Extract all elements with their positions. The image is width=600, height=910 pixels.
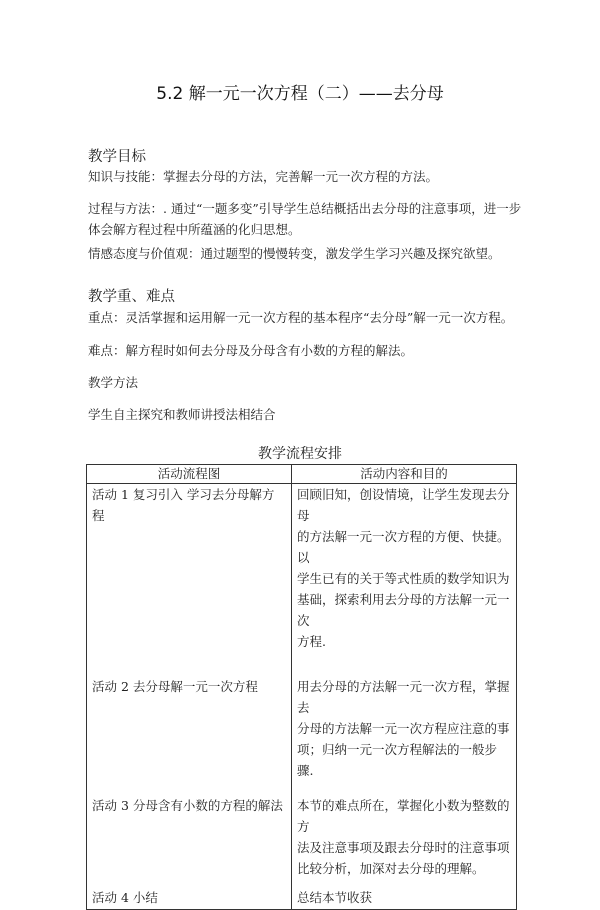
activity-4-content-line: 总结本节收获 — [297, 890, 373, 905]
activity-1-content-line: 回顾旧知，创设情境，让学生发现去分母 — [297, 487, 510, 523]
activity-4-content — [292, 887, 517, 910]
flow-table — [86, 464, 517, 910]
activity-3-content-line: 本节的难点所在，掌握化小数为整数的方 — [297, 798, 510, 834]
activity-1-name: 活动 1 复习引入 学习去分母解方程 — [87, 484, 292, 653]
table-row — [87, 887, 517, 910]
method-text: 学生自主探究和教师讲授法相结合 — [88, 407, 276, 422]
activity-2-content-line: 项；归纳一元一次方程解法的一般步骤. — [297, 742, 498, 778]
activity-3-content — [292, 795, 517, 879]
key-point-difficulty: 难点：解方程时如何去分母及分母含有小数的方程的解法。 — [88, 343, 414, 358]
page-title: 5.2 解一元一次方程（二）——去分母 — [156, 84, 444, 104]
objective-knowledge: 知识与技能：掌握去分母的方法，完善解一元一次方程的方法。 — [88, 169, 439, 184]
table-row — [87, 676, 517, 781]
activity-3-content-line: 比较分析，加深对去分母的理解。 — [297, 861, 485, 876]
activity-2-name: 活动 2 去分母解一元一次方程 — [87, 676, 292, 781]
activity-1-content-line: 学生已有的关于等式性质的数学知识为 — [297, 571, 510, 586]
table-spacer-row — [87, 781, 517, 795]
activity-2-content-line: 分母的方法解一元一次方程应注意的事 — [297, 721, 510, 736]
activity-1-content-line: 的方法解一元一次方程的方便、快捷。以 — [297, 529, 510, 565]
objectives-heading: 教学目标 — [88, 149, 146, 165]
key-points-heading: 教学重、难点 — [88, 289, 175, 305]
activity-1-content-line: 基础，探索利用去分母的方法解一元一次 — [297, 592, 510, 628]
flow-header-activity: 活动流程图 — [87, 465, 292, 484]
table-row — [87, 484, 517, 653]
table-spacer-row — [87, 879, 517, 887]
activity-1-content-line: 方程. — [297, 634, 326, 649]
activity-2-content — [292, 676, 517, 781]
method-heading: 教学方法 — [88, 375, 139, 390]
flow-header-content: 活动内容和目的 — [292, 465, 517, 484]
flow-table-caption: 教学流程安排 — [258, 446, 342, 462]
objective-attitude: 情感态度与价值观：通过题型的慢慢转变，激发学生学习兴趣及探究欲望。 — [88, 246, 501, 261]
activity-3-content-line: 法及注意事项及跟去分母时的注意事项 — [297, 840, 510, 855]
table-row — [87, 795, 517, 879]
key-point-focus: 重点：灵活掌握和运用解一元一次方程的基本程序“去分母”解一元一次方程。 — [88, 310, 514, 325]
activity-1-content — [292, 484, 517, 653]
objective-process-line1: 过程与方法：. 通过“一题多变”引导学生总结概括出去分母的注意事项，进一步 — [88, 201, 522, 216]
activity-3-name: 活动 3 分母含有小数的方程的解法 — [87, 795, 292, 879]
flow-table-header-row — [87, 465, 517, 484]
table-spacer-row — [87, 652, 517, 676]
objective-process-line2: 体会解方程过程中所蕴涵的化归思想。 — [88, 222, 301, 237]
activity-4-name: 活动 4 小结 — [87, 887, 292, 910]
activity-2-content-line: 用去分母的方法解一元一次方程，掌握去 — [297, 679, 510, 715]
